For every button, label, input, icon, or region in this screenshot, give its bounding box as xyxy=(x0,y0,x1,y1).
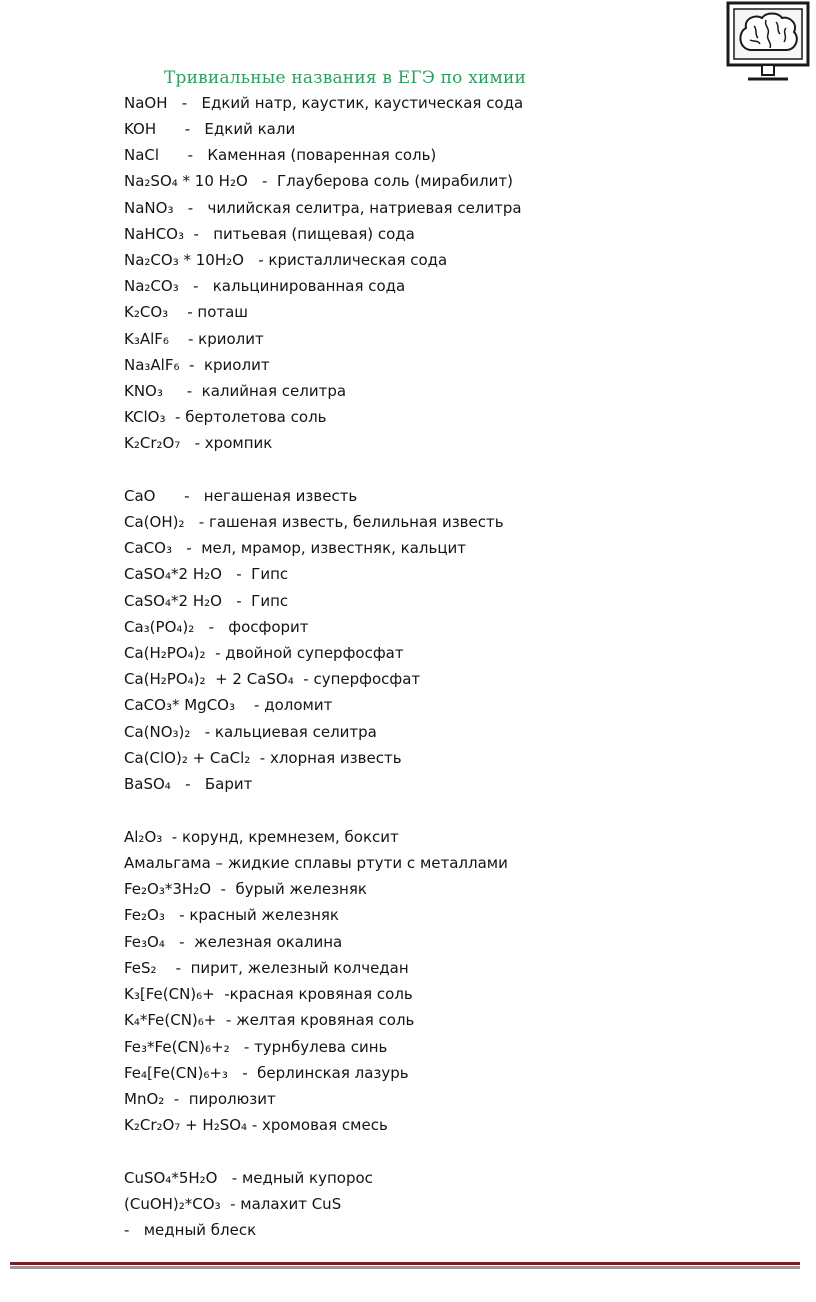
compound-line: Na₂CO₃ - кальцинированная сода xyxy=(124,277,406,295)
brain-on-monitor-icon xyxy=(724,0,812,84)
compound-line: K₂Cr₂O₇ - хромпик xyxy=(124,434,273,452)
compound-line: KOH - Едкий кали xyxy=(124,120,296,138)
compound-line: Na₂CO₃ * 10H₂O - кристаллическая сода xyxy=(124,251,448,269)
compound-line: NaCl - Каменная (поваренная соль) xyxy=(124,146,437,164)
compound-line: CaCO₃ - мел, мрамор, известняк, кальцит xyxy=(124,539,467,557)
compound-line: CaCO₃* MgCO₃ - доломит xyxy=(124,696,333,714)
compound-line: KNO₃ - калийная селитра xyxy=(124,382,347,400)
compound-line: NaOH - Едкий натр, каустик, каустическая сода xyxy=(124,94,524,112)
compound-line: FeS₂ - пирит, железный колчедан xyxy=(124,959,409,977)
footer-rule-shadow xyxy=(10,1266,800,1269)
compound-line: Ca(H₂PO₄)₂ + 2 CaSO₄ - суперфосфат xyxy=(124,670,421,688)
compound-line: Ca(NO₃)₂ - кальциевая селитра xyxy=(124,723,377,741)
compound-line: Ca(ClO)₂ + CaCl₂ - хлорная известь xyxy=(124,749,402,767)
compound-line: NaHCO₃ - питьевая (пищевая) сода xyxy=(124,225,415,243)
compound-line: Ca(H₂PO₄)₂ - двойной суперфосфат xyxy=(124,644,404,662)
compound-line: K₂CO₃ - поташ xyxy=(124,303,249,321)
compound-line: NaNO₃ - чилийская селитра, натриевая селитра xyxy=(124,199,522,217)
compound-line: BaSO₄ - Барит xyxy=(124,775,253,793)
footer-rule xyxy=(10,1262,800,1265)
compound-line: KClO₃ - бертолетова соль xyxy=(124,408,327,426)
compound-line: CaSO₄*2 H₂O - Гипс xyxy=(124,565,289,583)
compound-line: (CuOH)₂*CO₃ - малахит CuS xyxy=(124,1195,342,1213)
compound-line: Fe₂O₃*3H₂O - бурый железняк xyxy=(124,880,367,898)
compound-line: Ca(OH)₂ - гашеная известь, белильная известь xyxy=(124,513,504,531)
compound-line: Na₃AlF₆ - криолит xyxy=(124,356,270,374)
compound-line: K₃[Fe(CN)₆+ -красная кровяная соль xyxy=(124,985,413,1003)
page-title: Тривиальные названия в ЕГЭ по химии xyxy=(164,68,527,88)
compound-line: Fe₂O₃ - красный железняк xyxy=(124,906,339,924)
compound-line: Fe₃O₄ - железная окалина xyxy=(124,933,343,951)
compound-line: CaSO₄*2 H₂O - Гипс xyxy=(124,592,289,610)
compound-line: Fe₄[Fe(CN)₆+₃ - берлинская лазурь xyxy=(124,1064,409,1082)
compound-line: Амальгама – жидкие сплавы ртути с металлами xyxy=(124,854,508,872)
compound-line: CaO - негашеная известь xyxy=(124,487,358,505)
compound-line: K₂Cr₂O₇ + H₂SO₄ - хромовая смесь xyxy=(124,1116,388,1134)
compound-line: K₃AlF₆ - криолит xyxy=(124,330,264,348)
compound-line: Na₂SO₄ * 10 H₂O - Глауберова соль (мирабилит) xyxy=(124,172,513,190)
compound-line: MnO₂ - пиролюзит xyxy=(124,1090,276,1108)
compound-line: CuSO₄*5H₂O - медный купорос xyxy=(124,1169,373,1187)
compound-line: - медный блеск xyxy=(124,1221,257,1239)
compound-line: Ca₃(PO₄)₂ - фосфорит xyxy=(124,618,309,636)
compound-line: Fe₃*Fe(CN)₆+₂ - турнбулева синь xyxy=(124,1038,388,1056)
compound-line: Al₂O₃ - корунд, кремнезем, боксит xyxy=(124,828,399,846)
compound-line: K₄*Fe(CN)₆+ - желтая кровяная соль xyxy=(124,1011,415,1029)
